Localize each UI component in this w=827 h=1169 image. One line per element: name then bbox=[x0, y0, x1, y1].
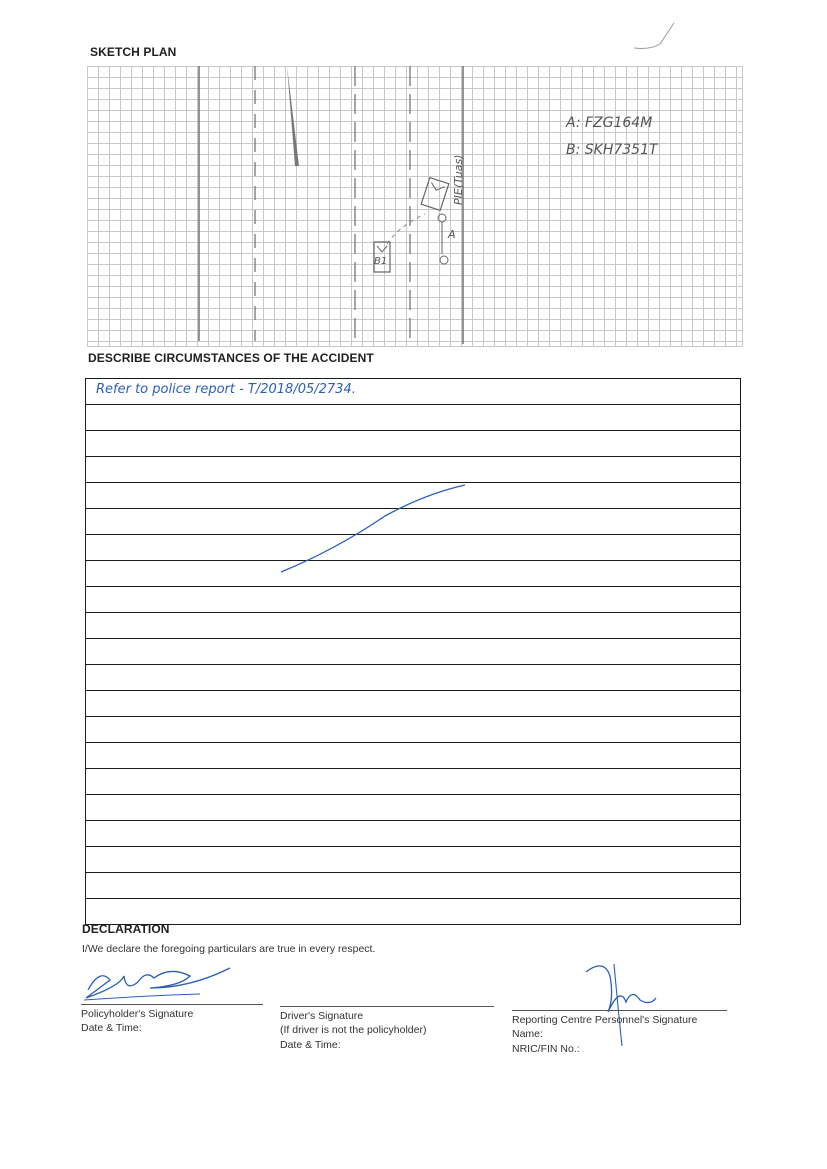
policyholder-signature-drawing bbox=[80, 962, 240, 1004]
reporting-centre-name-label: Name: bbox=[512, 1028, 543, 1040]
void-strike-line bbox=[275, 480, 475, 580]
policyholder-signature-line bbox=[81, 1004, 263, 1005]
marker-a-label: A bbox=[448, 228, 456, 241]
policyholder-signature-label: Policyholder's Signature bbox=[81, 1008, 194, 1020]
reporting-centre-signature-drawing bbox=[580, 958, 660, 1050]
vehicle-b-label: B: SKH7351T bbox=[566, 142, 658, 158]
driver-date-label: Date & Time: bbox=[280, 1039, 341, 1051]
marker-circle-lower bbox=[440, 256, 448, 264]
divider-wedge bbox=[287, 66, 299, 166]
handwritten-note: Refer to police report - T/2018/05/2734. bbox=[96, 382, 356, 397]
driver-signature-label: Driver's Signature bbox=[280, 1010, 364, 1022]
marker-circle-upper bbox=[438, 214, 446, 222]
reporting-centre-nric-label: NRIC/FIN No.: bbox=[512, 1043, 580, 1055]
road-label: PIE(Tuas) bbox=[452, 154, 465, 205]
driver-condition-label: (If driver is not the policyholder) bbox=[280, 1024, 427, 1036]
declaration-title: DECLARATION bbox=[82, 922, 170, 936]
road-sketch bbox=[87, 66, 742, 346]
vehicle-a-label: A: FZG164M bbox=[566, 115, 653, 131]
circumstances-lined-box bbox=[85, 378, 741, 925]
sketch-plan-title: SKETCH PLAN bbox=[90, 45, 177, 59]
circumstances-title: DESCRIBE CIRCUMSTANCES OF THE ACCIDENT bbox=[88, 351, 374, 365]
collision-path bbox=[387, 214, 425, 244]
declaration-statement: I/We declare the foregoing particulars are true in every respect. bbox=[82, 943, 376, 955]
vehicle-b-mark: B1 bbox=[374, 256, 388, 267]
corner-pen-mark bbox=[630, 20, 680, 52]
reporting-centre-signature-label: Reporting Centre Personnel's Signature bbox=[512, 1014, 698, 1026]
policyholder-date-label: Date & Time: bbox=[81, 1022, 142, 1034]
vehicle-a-icon bbox=[421, 178, 449, 211]
reporting-centre-signature-line bbox=[512, 1010, 727, 1011]
driver-signature-line bbox=[280, 1006, 494, 1007]
